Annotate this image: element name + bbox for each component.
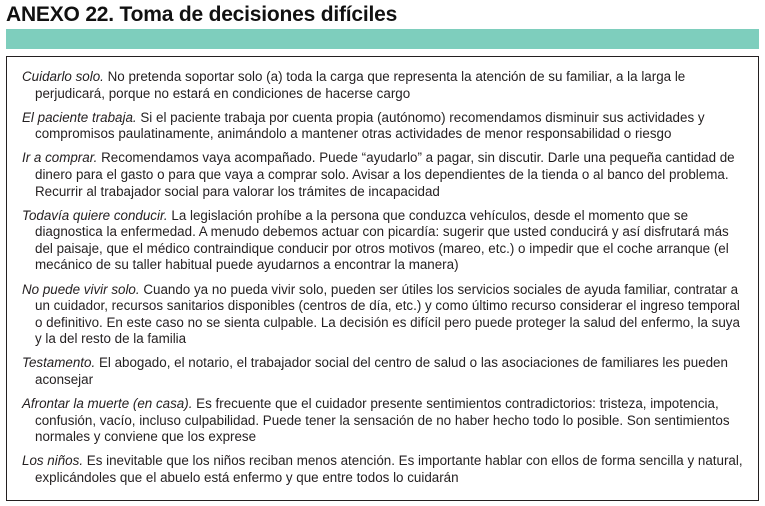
entry-heading: Ir a comprar. bbox=[22, 150, 98, 166]
entry-los-ninos bbox=[22, 453, 747, 486]
page-title: ANEXO 22. Toma de decisiones difíciles bbox=[6, 3, 398, 26]
entry-text: Si el paciente trabaja por cuenta propia (autónomo) recomendamos disminuir sus actividades y compromisos paulatinamente, animándolo a mantener otras actividades de menor responsabilidad o riesgo bbox=[35, 109, 705, 142]
entry-heading: El paciente trabaja. bbox=[22, 109, 137, 125]
title-accent-band bbox=[6, 29, 759, 49]
entry-ir-a-comprar bbox=[22, 150, 747, 200]
entry-no-puede-vivir-solo bbox=[22, 282, 747, 348]
content-box bbox=[6, 56, 759, 501]
entry-el-paciente-trabaja bbox=[22, 110, 747, 143]
entry-text: Es frecuente que el cuidador presente sentimientos contradictorios: tristeza, impotencia, confusión, vacío, incluso culpabilidad. Puede tener la sensación de no haber hecho todo lo posible. Son sentimientos normales y conviene que los exprese bbox=[35, 396, 730, 445]
entry-text: El abogado, el notario, el trabajador social del centro de salud o las asociaciones de familiares les pueden aconsejar bbox=[35, 355, 728, 387]
entry-afrontar-la-muerte bbox=[22, 396, 747, 446]
entry-heading: Los niños. bbox=[22, 453, 84, 469]
entry-heading: Testamento. bbox=[22, 355, 96, 371]
entry-heading: Cuidarlo solo. bbox=[22, 69, 104, 84]
entry-heading: No puede vivir solo. bbox=[22, 281, 140, 297]
entry-testamento bbox=[22, 355, 747, 388]
entry-text: No pretenda soportar solo (a) toda la carga que representa la atención de su familiar, a la larga le perjudicará, porque no estará en condiciones de hacerse cargo bbox=[35, 69, 686, 101]
entry-list bbox=[22, 69, 747, 494]
entry-heading: Todavía quiere conducir. bbox=[22, 207, 168, 223]
entry-cuidarlo-solo bbox=[22, 69, 747, 102]
entry-text: La legislación prohíbe a la persona que conduzca vehículos, desde el momento que se diagnostica la enfermedad. A menudo debemos actuar con picardía: sugerir que usted conducirá y así disfrutará más del paisaje, que el médico contraindique conducir por otros motivos (mareo, etc.) o impedir que el coche arranque (el mecánico de su taller habitual puede ayudarnos a encontrar la manera) bbox=[35, 207, 729, 273]
entry-text: Cuando ya no pueda vivir solo, pueden ser útiles los servicios sociales de ayuda familiar, contratar a un cuidador, recursos sanitarios disponibles (centros de día, etc.) y como último recurso considerar el ingreso temporal o definitivo. En este caso no se sienta culpable. La decisión es difícil pero puede proteger la salud del enfermo, la suya y la del resto de la familia bbox=[35, 281, 740, 347]
entry-heading: Afrontar la muerte (en casa). bbox=[22, 396, 193, 412]
entry-text: Es inevitable que los niños reciban menos atención. Es importante hablar con ellos de forma sencilla y natural, explicándoles que el abuelo está enfermo y que entre todos lo cuidarán bbox=[35, 453, 743, 485]
entry-text: Recomendamos vaya acompañado. Puede “ayudarlo” a pagar, sin discutir. Darle una pequeña cantidad de dinero para el gasto o para que vaya a comprar solo. Avisar a los dependientes de la tienda o al banco del problema. Recurrir al trabajador social para valorar los trámites de incapacidad bbox=[35, 150, 735, 199]
entry-todavia-quiere-conducir bbox=[22, 208, 747, 274]
